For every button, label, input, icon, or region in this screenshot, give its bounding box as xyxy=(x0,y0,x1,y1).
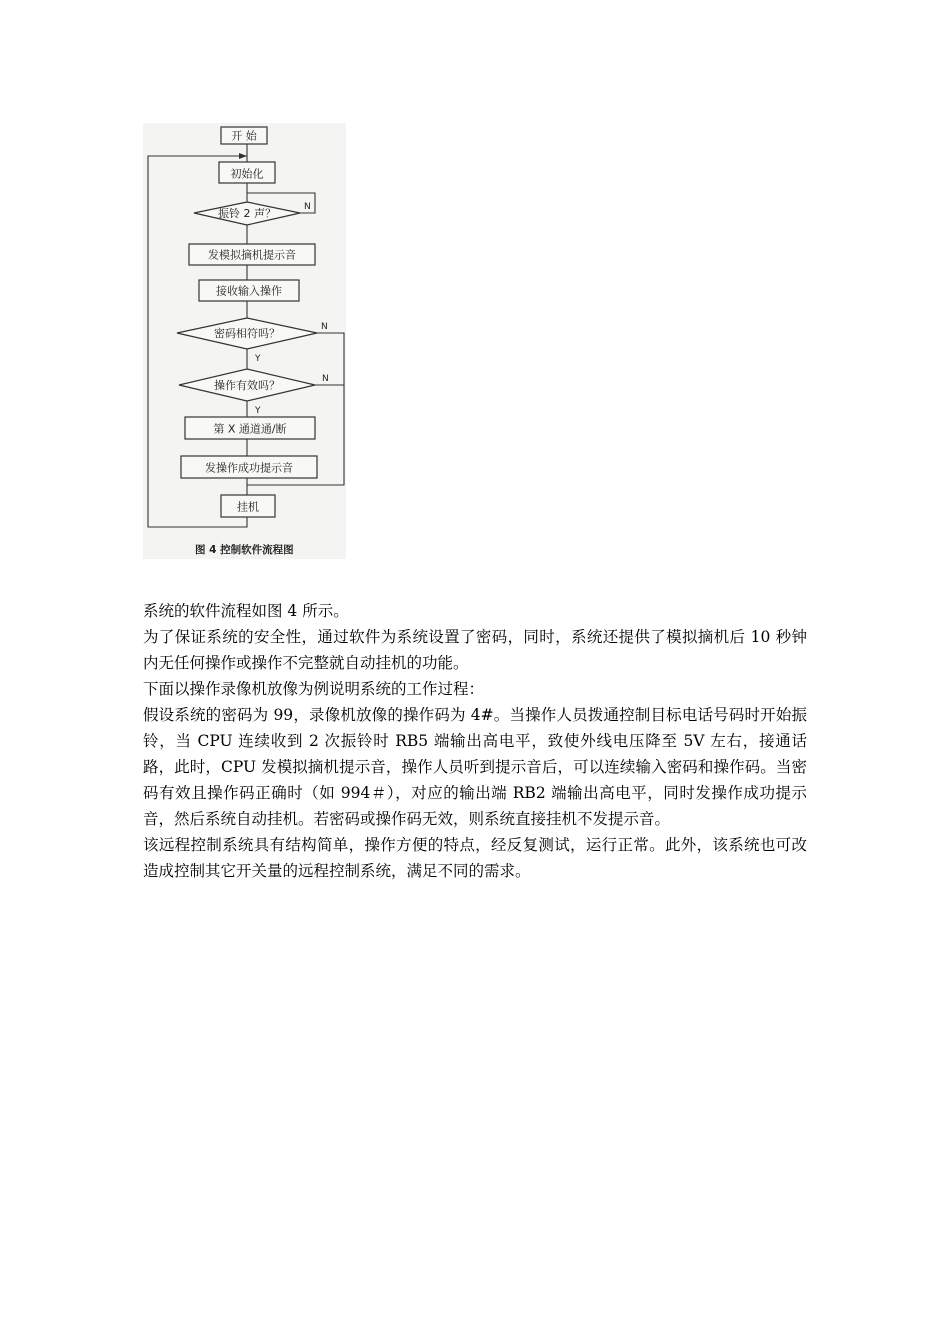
start-label: 开 始 xyxy=(231,129,257,143)
paragraph: 系统的软件流程如图 4 所示。 xyxy=(143,602,349,620)
valid-decision-label: 操作有效吗？ xyxy=(214,379,280,392)
init-label: 初始化 xyxy=(230,167,264,181)
figure-caption: 图 4 控制软件流程图 xyxy=(195,544,294,556)
success-tone-label: 发操作成功提示音 xyxy=(205,461,293,475)
flowchart-svg xyxy=(143,123,346,559)
password-no-label: N xyxy=(321,322,328,332)
paragraph: 该远程控制系统具有结构简单，操作方便的特点，经反复测试，运行正常。此外，该系统也可改造成控制其它开关量的远程控制系统，满足不同的需求。 xyxy=(143,836,807,880)
flowchart-figure xyxy=(143,123,346,559)
offhook-tone-label: 发模拟摘机提示音 xyxy=(208,248,296,262)
valid-no-label: N xyxy=(322,374,329,384)
switch-channel-label: 第 X 通道通/断 xyxy=(213,422,287,436)
arrow-head xyxy=(239,153,247,159)
paragraph: 下面以操作录像机放像为例说明系统的工作过程： xyxy=(143,680,485,698)
paragraph: 假设系统的密码为 99，录像机放像的操作码为 4#。当操作人员拨通控制目标电话号码时开始振铃，当 CPU 连续收到 2 次振铃时 RB5 端输出高电平，致使外线电压降至 5V 左右，接通话路，此时，CPU 发模拟摘机提示音，操作人员听到提示音后，可以连续输入密码和操作码。当密码有效且操作码正确时（如 994＃），对应的输出端 RB2 端输出高电平，同时发操作成功提示音，然后系统自动挂机。若密码或操作码无效，则系统直接挂机不发提示音。 xyxy=(143,706,807,828)
valid-yes-label: Y xyxy=(255,406,261,416)
password-decision-label: 密码相符吗？ xyxy=(214,327,280,340)
paragraph: 为了保证系统的安全性，通过软件为系统设置了密码，同时，系统还提供了模拟摘机后 10 秒钟内无任何操作或操作不完整就自动挂机的功能。 xyxy=(143,628,807,672)
receive-input-label: 接收输入操作 xyxy=(216,284,282,298)
body-text xyxy=(143,598,807,884)
ring-no-label: N xyxy=(304,202,311,212)
ring-decision-label: 振铃 2 声？ xyxy=(218,207,276,220)
password-yes-label: Y xyxy=(255,354,261,364)
hangup-label: 挂机 xyxy=(237,500,259,514)
